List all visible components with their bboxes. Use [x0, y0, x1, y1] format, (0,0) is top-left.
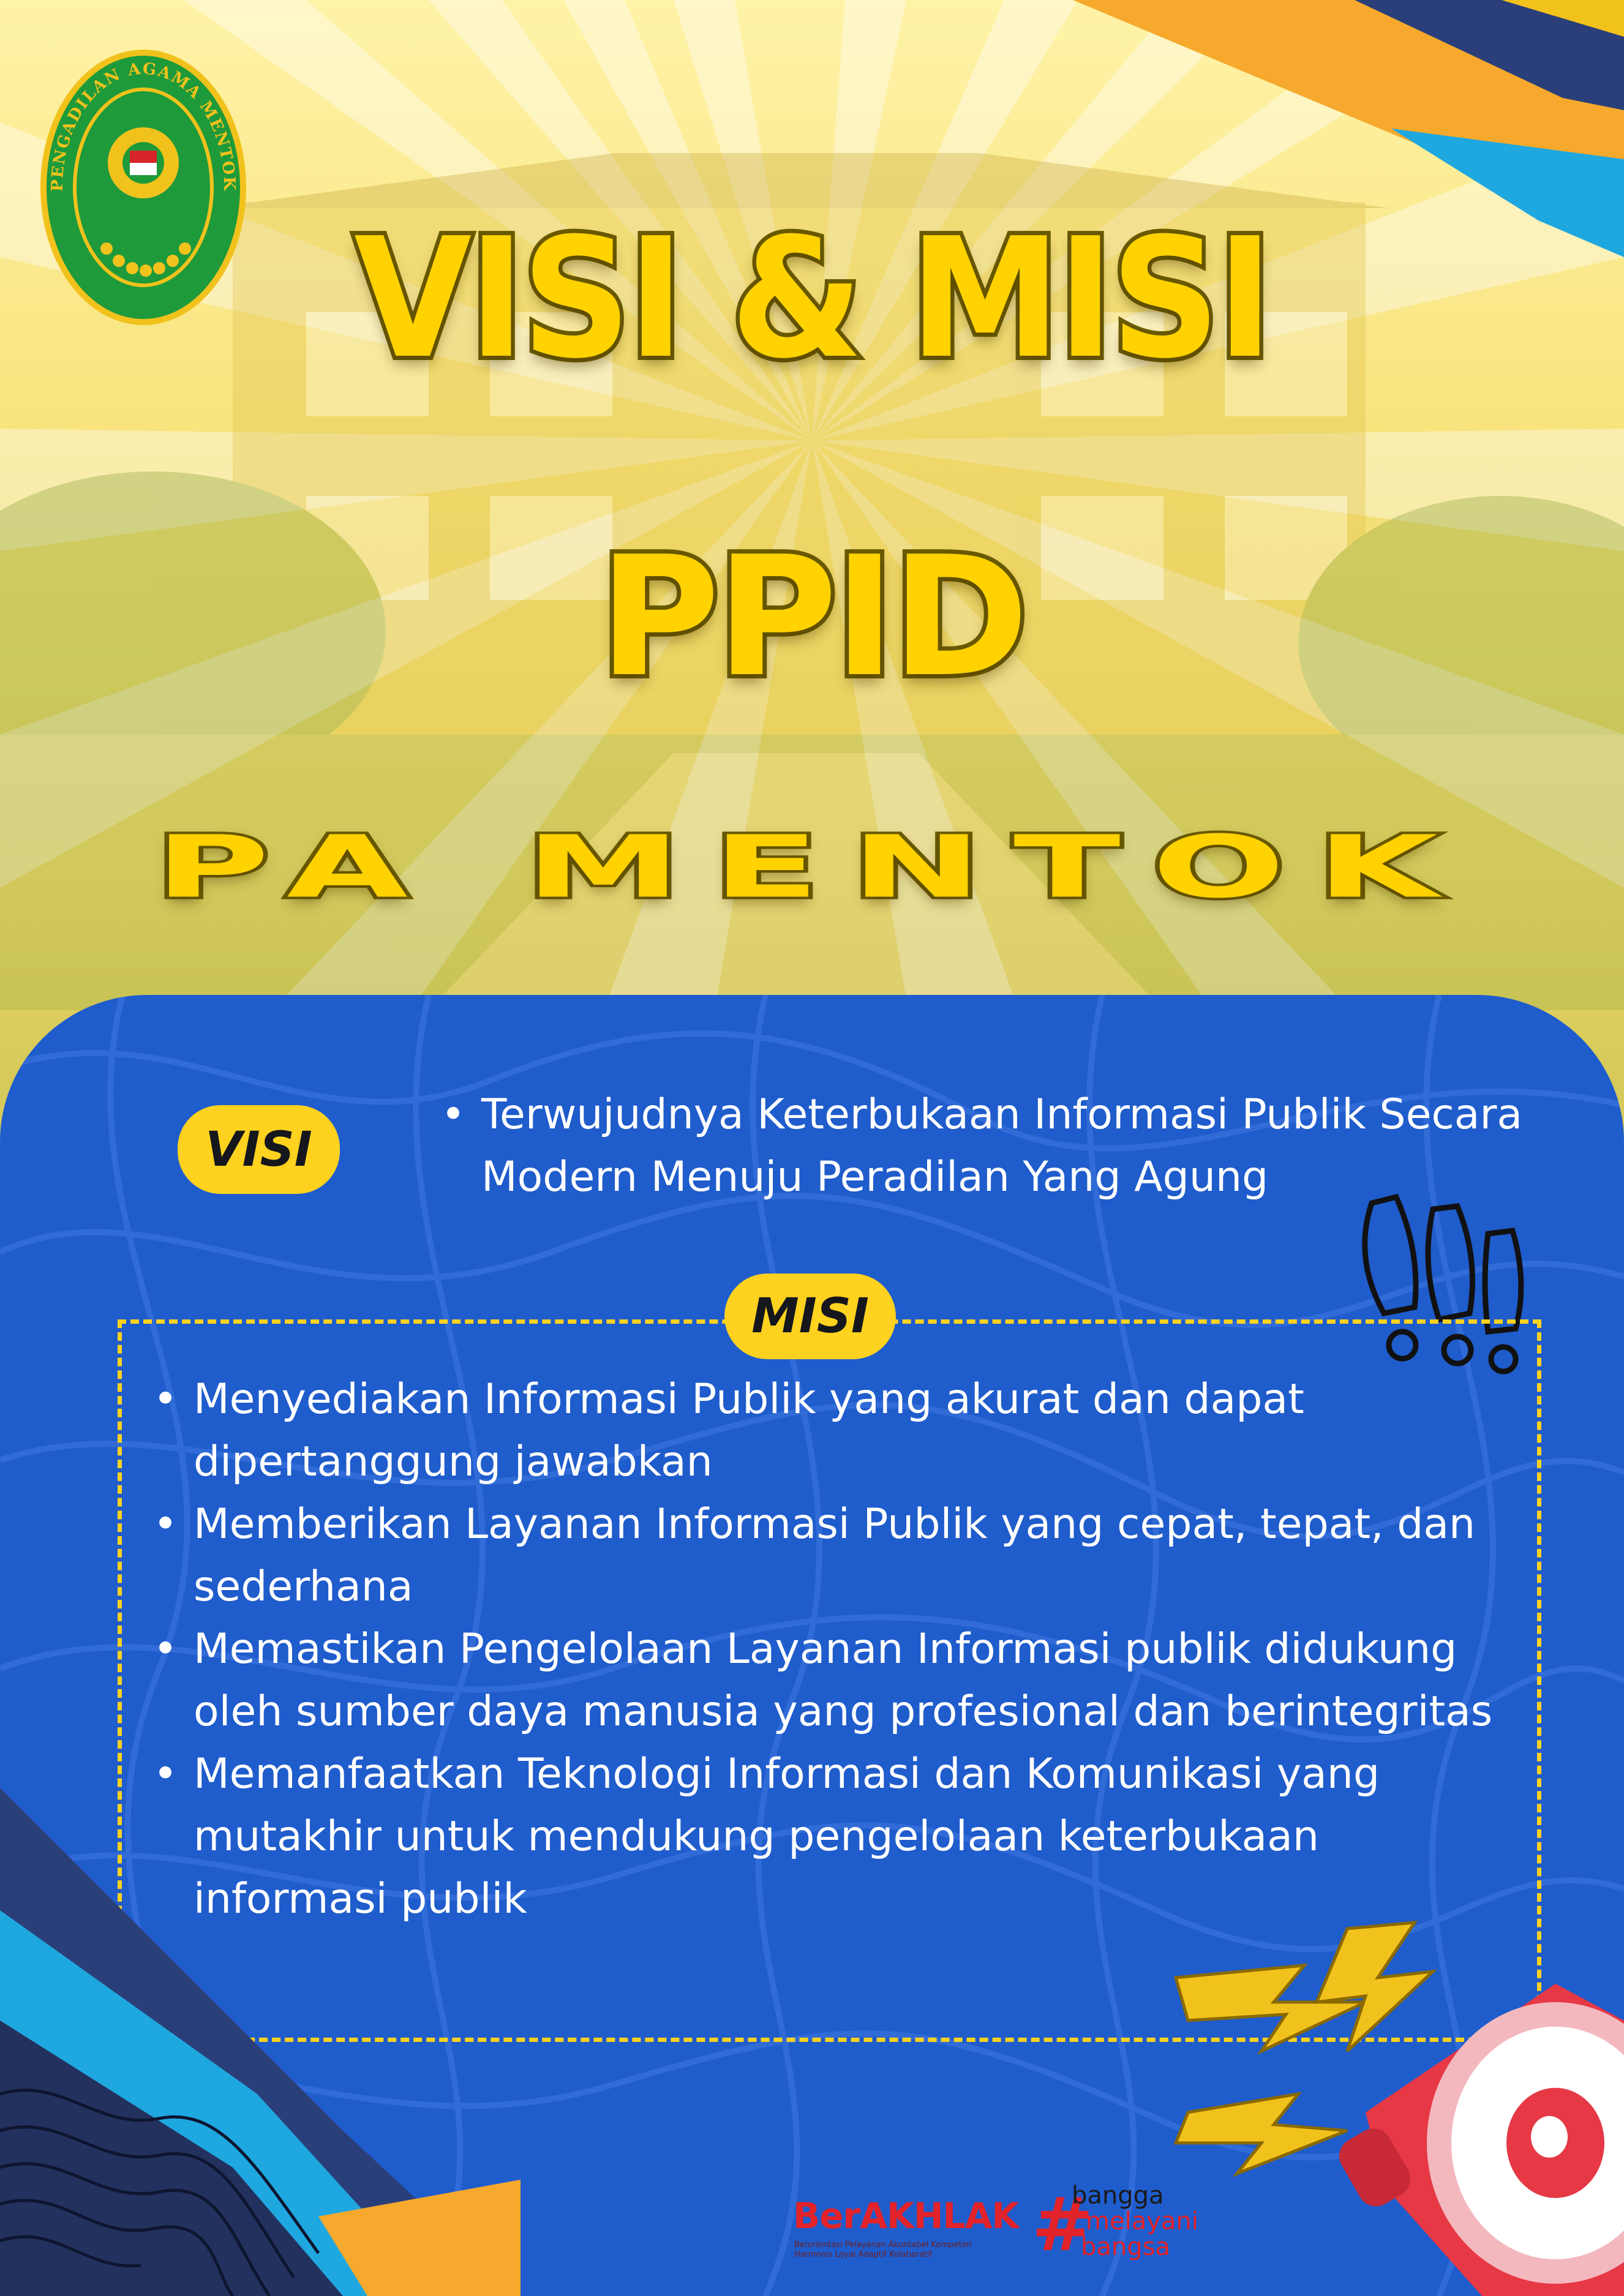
visi-statement: • Terwujudnya Keterbukaan Informasi Publik Secara Modern Menuju Peradilan Yang Agung	[441, 1084, 1580, 1209]
melayani-text: melayani	[1086, 2207, 1198, 2235]
berakhlak-values: Berorientasi Pelayanan Akuntabel Kompeten Harmonis Loyal Adaptif Kolaboratif	[794, 2240, 972, 2259]
visi-label: VISI	[178, 1105, 340, 1194]
title-ppid: PPID	[598, 520, 1026, 713]
footer-branding	[793, 2177, 1222, 2275]
misi-item: • Memberikan Layanan Informasi Publik yang cepat, tepat, dan sederhana	[153, 1493, 1500, 1618]
misi-item: • Memastikan Pengelolaan Layanan Informasi publik didukung oleh sumber daya manusia yang profesional dan berintegritas	[153, 1618, 1500, 1743]
misi-item: • Menyediakan Informasi Publik yang akurat dan dapat dipertanggung jawabkan	[153, 1368, 1500, 1493]
subtitle-pa-mentok: PA MENTOK	[154, 817, 1470, 918]
corner-decoration-bottom-left	[0, 1788, 521, 2296]
berakhlak-logo: BerAKHLAK	[793, 2195, 1019, 2237]
misi-item: • Memanfaatkan Teknologi Informasi dan Komunikasi yang mutakhir untuk mendukung pengelolaan keterbukaan informasi publik	[153, 1743, 1500, 1930]
title-visi-misi: VISI & MISI	[354, 202, 1270, 395]
bangga-text: bangga	[1072, 2182, 1164, 2210]
hashtag-symbol: #	[1032, 2183, 1094, 2268]
bangsa-text: bangsa	[1081, 2233, 1170, 2261]
seal-text: PENGADILAN AGAMA MENTOK	[48, 59, 239, 192]
misi-label: MISI	[724, 1274, 896, 1359]
megaphone-icon	[1163, 1910, 1624, 2296]
